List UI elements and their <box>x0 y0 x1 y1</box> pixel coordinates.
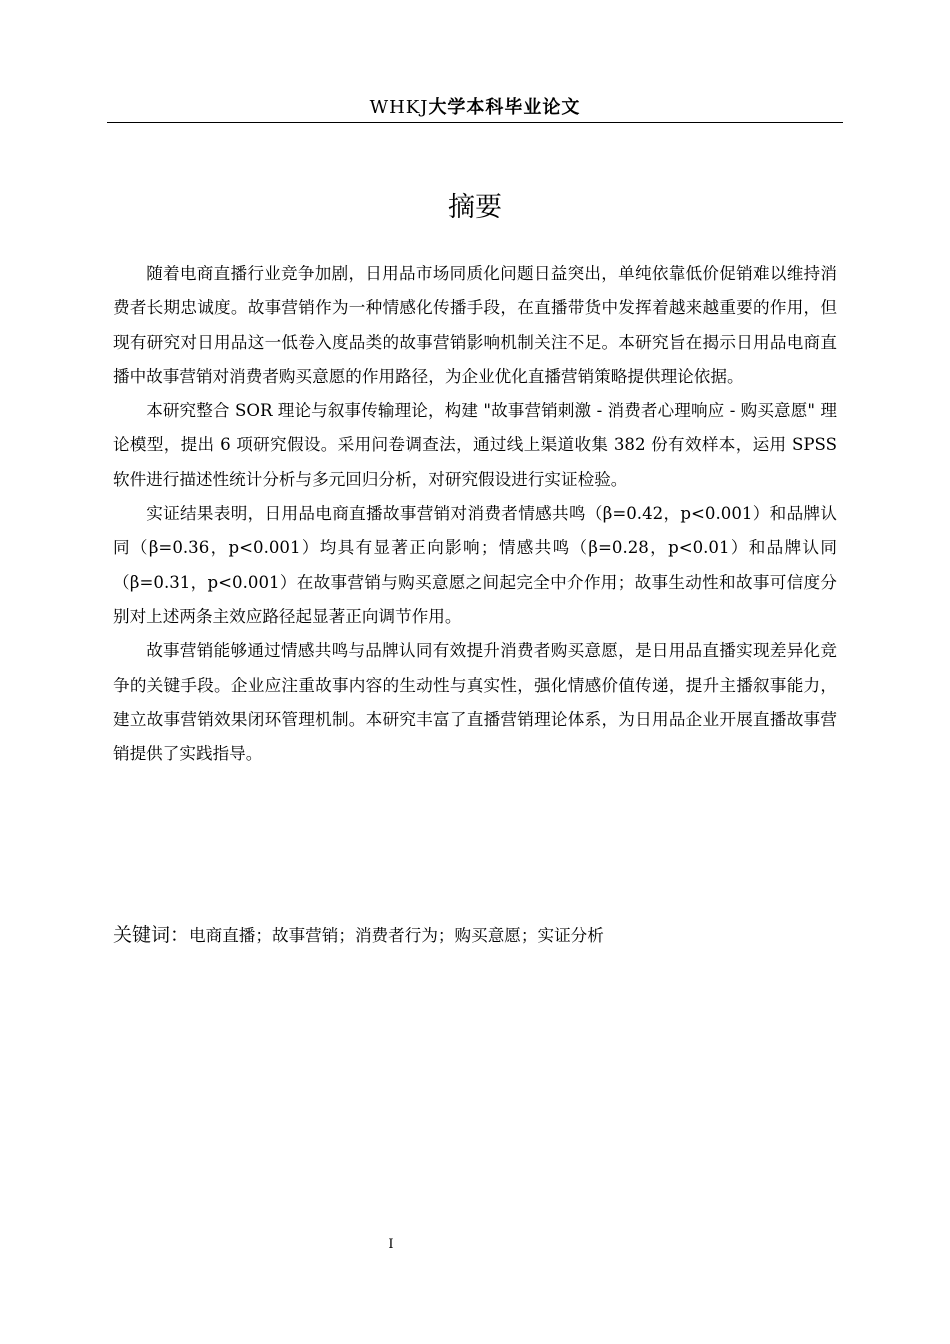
keywords-text: 电商直播；故事营销；消费者行为；购买意愿；实证分析 <box>189 926 604 945</box>
abstract-paragraph-2: 本研究整合 SOR 理论与叙事传输理论，构建 "故事营销刺激 - 消费者心理响应 - 购买意愿" 理论模型，提出 6 项研究假设。采用问卷调查法，通过线上渠道收集 382 份有效样本，运用 SPSS 软件进行描述性统计分析与多元回归分析，对研究假设进行实证检验。 <box>113 401 837 489</box>
abstract-paragraph-4: 故事营销能够通过情感共鸣与品牌认同有效提升消费者购买意愿，是日用品直播实现差异化竞争的关键手段。企业应注重故事内容的生动性与真实性，强化情感价值传递，提升主播叙事能力，建立故事营销效果闭环管理机制。本研究丰富了直播营销理论体系，为日用品企业开展直播故事营销提供了实践指导。 <box>113 641 837 764</box>
abstract-paragraph-1: 随着电商直播行业竞争加剧，日用品市场同质化问题日益突出，单纯依靠低价促销难以维持消费者长期忠诚度。故事营销作为一种情感化传播手段，在直播带货中发挥着越来越重要的作用，但现有研究对日用品这一低卷入度品类的故事营销影响机制关注不足。本研究旨在揭示日用品电商直播中故事营销对消费者购买意愿的作用路径，为企业优化直播营销策略提供理论依据。 <box>113 264 837 386</box>
abstract-body <box>113 257 837 771</box>
page-number: I <box>388 1237 394 1252</box>
running-header <box>107 96 843 120</box>
keywords-line <box>113 918 837 953</box>
header-rule <box>107 122 843 123</box>
keywords-label: 关键词： <box>113 924 190 946</box>
header-title: 大学本科毕业论文 <box>428 97 581 118</box>
abstract-title: 摘要 <box>448 192 502 223</box>
abstract-paragraph-3: 实证结果表明，日用品电商直播故事营销对消费者情感共鸣（β=0.42，p<0.001）和品牌认同（β=0.36，p<0.001）均具有显著正向影响；情感共鸣（β=0.28，p<0.01）和品牌认同（β=0.31，p<0.001）在故事营销与购买意愿之间起完全中介作用；故事生动性和故事可信度分别对上述两条主效应路径起显著正向调节作用。 <box>113 504 837 626</box>
header-code: WHKJ <box>369 97 429 118</box>
